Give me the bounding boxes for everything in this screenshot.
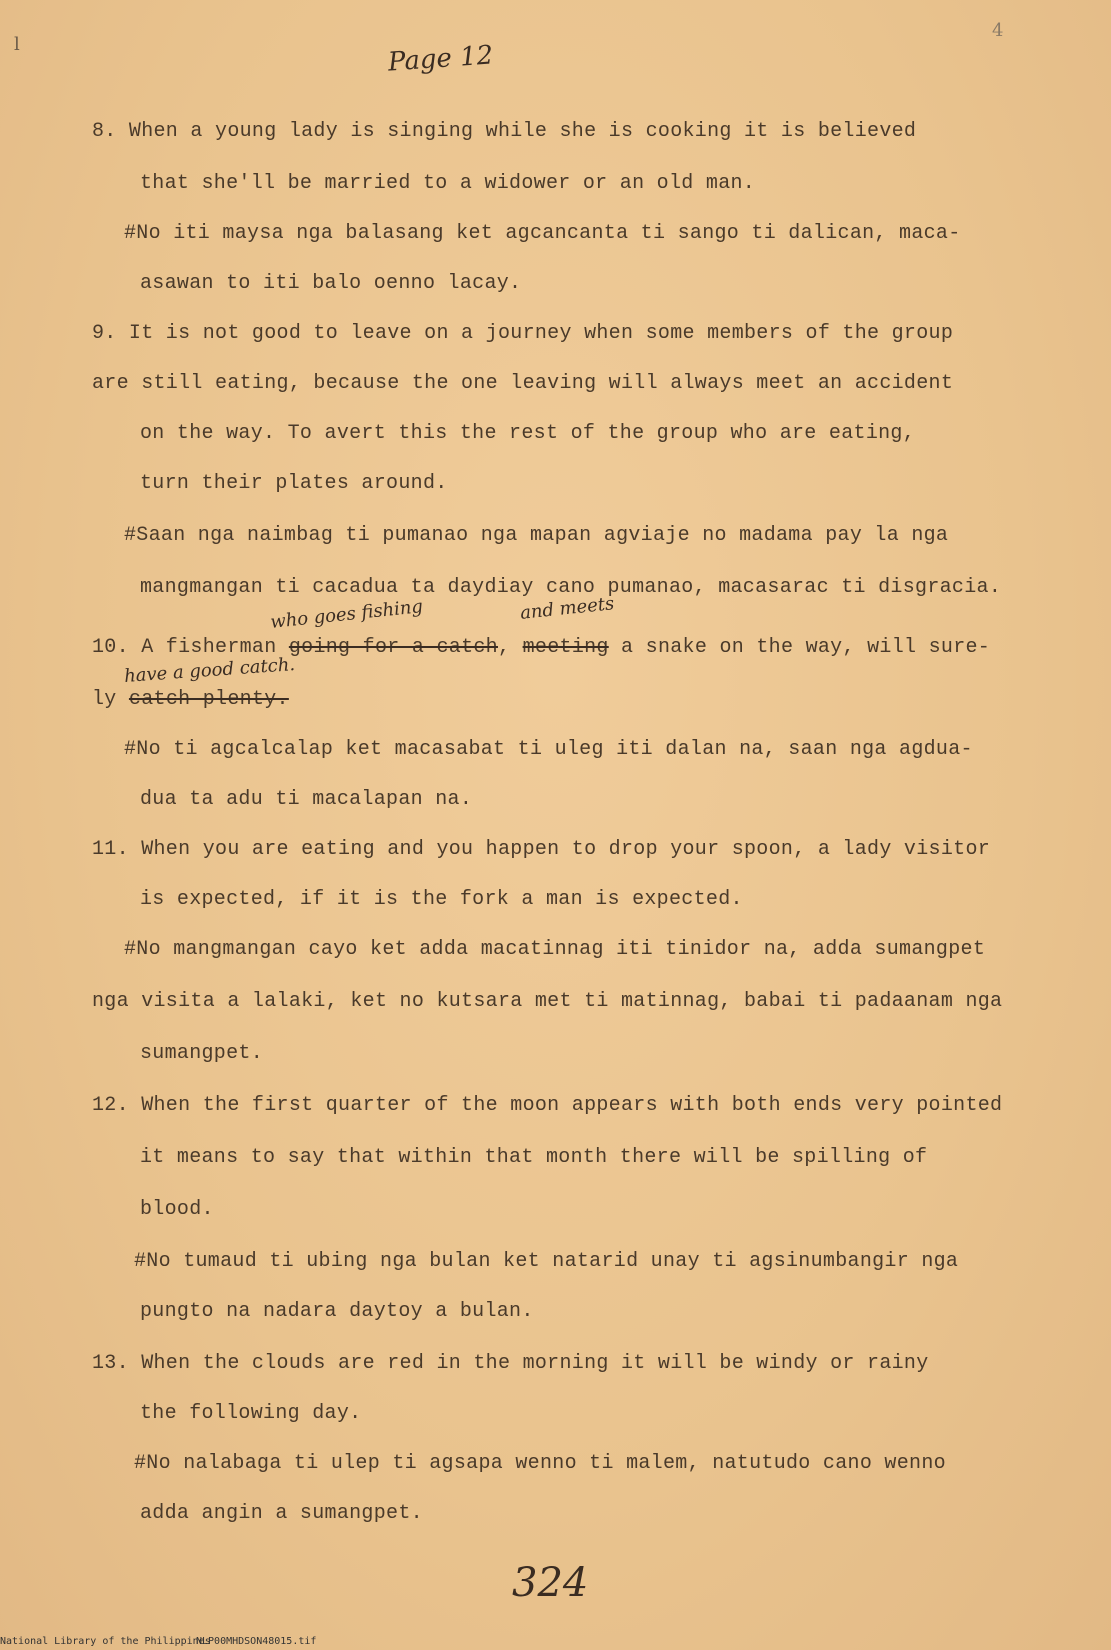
item-13-translation-2: adda angin a sumangpet. [140,1502,423,1525]
item-9-translation-2: mangmangan ti cacadua ta daydiay cano pumanao, macasarac ti disgracia. [140,576,1002,599]
item-10-line-2-start: ly [92,688,117,711]
item-8-translation-1: #No iti maysa nga balasang ket agcancanta ti sango ti dalican, maca- [124,222,961,245]
footer-file-name: NLP00MHDSON48015.tif [196,1636,317,1647]
item-11-translation-3: sumangpet. [140,1042,264,1065]
item-10-translation-2: dua ta adu ti macalapan na. [140,788,473,811]
item-10-comma: , [497,636,511,659]
item-13-line-2: the following day. [140,1402,362,1425]
item-10-line-1 [92,636,990,659]
item-9-translation-1: #Saan nga naimbag ti pumanao nga mapan agviaje no madama pay la nga [124,524,949,547]
item-13-line-1: 13. When the clouds are red in the morning it will be windy or rainy [92,1352,929,1375]
corner-mark-left: l [14,34,20,55]
item-10-line-1-end: a snake on the way, will sure- [621,636,991,659]
item-12-line-3: blood. [140,1198,214,1221]
item-8-line-2: that she'll be married to a widower or an old man. [140,172,756,195]
item-10-insert-b: and meets [519,593,616,624]
item-10-insert-a: who goes fishing [269,596,424,633]
item-12-line-1: 12. When the first quarter of the moon appears with both ends very pointed [92,1094,1003,1117]
folio-number: 324 [512,1560,589,1606]
corner-mark-right: 4 [992,20,1004,41]
item-11-line-2: is expected, if it is the fork a man is expected. [140,888,743,911]
item-11-translation-1: #No mangmangan cayo ket adda macatinnag iti tinidor na, adda sumangpet [124,938,986,961]
item-10-struck-a: going for a catch [288,636,498,659]
item-13-translation-1: #No nalabaga ti ulep ti agsapa wenno ti malem, natutudo cano wenno [134,1452,946,1475]
item-12-line-2: it means to say that within that month there will be spilling of [140,1146,928,1169]
item-9-line-2: are still eating, because the one leaving will always meet an accident [92,372,954,395]
item-10-line-2 [92,688,289,711]
item-8-line-1: 8. When a young lady is singing while she is cooking it is believed [92,120,917,143]
item-9-line-1: 9. It is not good to leave on a journey when some members of the group [92,322,954,345]
item-11-translation-2: nga visita a lalaki, ket no kutsara met ti matinnag, babai ti padaanam nga [92,990,1003,1013]
item-10-insert-c: have a good catch. [123,654,296,687]
item-9-line-3: on the way. To avert this the rest of the group who are eating, [140,422,916,445]
item-10-line-1-start: 10. A fisherman [92,636,277,659]
footer-archive-name: National Library of the Philippines [0,1636,211,1647]
item-10-translation-1: #No ti agcalcalap ket macasabat ti uleg iti dalan na, saan nga agdua- [124,738,973,761]
item-10-struck-b: meeting [522,636,609,659]
item-10-struck-c: catch plenty. [128,688,289,711]
item-9-line-4: turn their plates around. [140,472,448,495]
item-11-line-1: 11. When you are eating and you happen to drop your spoon, a lady visitor [92,838,991,861]
item-12-translation-2: pungto na nadara daytoy a bulan. [140,1300,534,1323]
item-12-translation-1: #No tumaud ti ubing nga bulan ket natarid unay ti agsinumbangir nga [134,1250,959,1273]
page-heading: Page 12 [387,40,495,78]
item-8-translation-2: asawan to iti balo oenno lacay. [140,272,522,295]
